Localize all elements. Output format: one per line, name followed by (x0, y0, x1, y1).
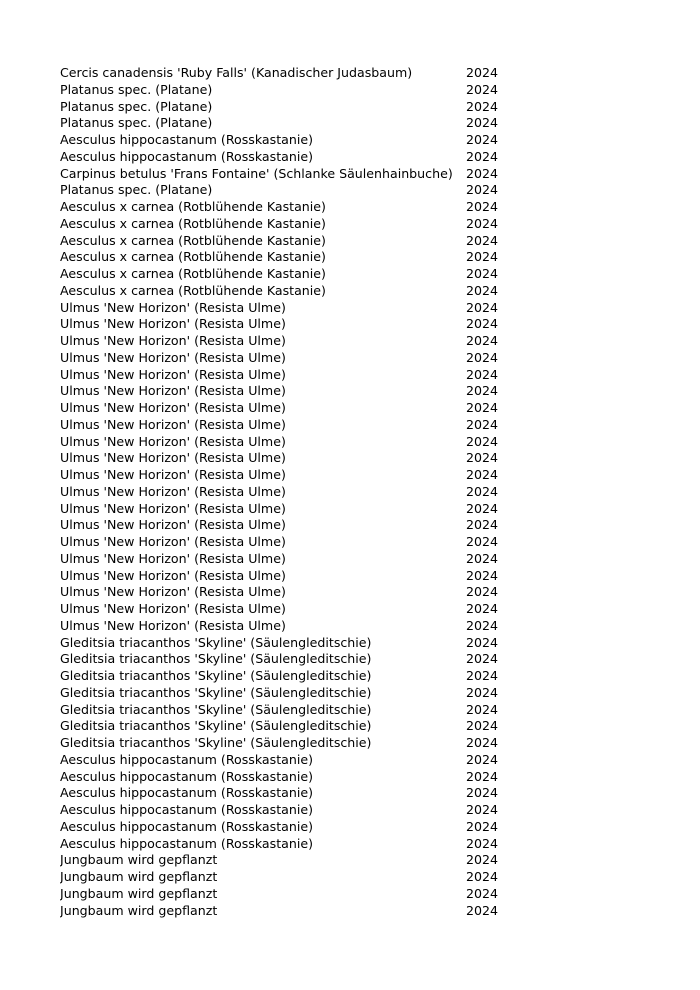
tree-name-cell: Ulmus 'New Horizon' (Resista Ulme) (60, 467, 286, 482)
table-row (60, 735, 520, 752)
planting-year-cell: 2024 (466, 517, 499, 533)
planting-year-cell: 2024 (466, 115, 499, 131)
planting-year-cell: 2024 (466, 383, 499, 399)
planting-year-cell: 2024 (466, 199, 499, 214)
table-row (60, 819, 520, 836)
table-row (60, 769, 520, 786)
planting-year-cell: 2024 (466, 718, 499, 734)
tree-name-cell: Aesculus x carnea (Rotblühende Kastanie) (60, 266, 326, 281)
planting-year-cell: 2024 (466, 818, 499, 834)
table-row (60, 852, 520, 869)
tree-name-cell: Ulmus 'New Horizon' (Resista Ulme) (60, 366, 286, 382)
table-row (60, 869, 520, 886)
tree-name-cell: Ulmus 'New Horizon' (Resista Ulme) (60, 299, 286, 315)
planting-year-cell: 2024 (466, 132, 499, 147)
tree-name-cell: Ulmus 'New Horizon' (Resista Ulme) (60, 349, 286, 365)
planting-year-cell: 2024 (466, 266, 499, 281)
table-row (60, 702, 520, 719)
table-row (60, 199, 520, 216)
planting-year-cell: 2024 (466, 433, 499, 449)
planting-year-cell: 2024 (466, 617, 499, 633)
tree-planting-table (60, 65, 520, 919)
tree-name-cell: Platanus spec. (Platane) (60, 182, 213, 198)
planting-year-cell: 2024 (466, 249, 499, 265)
table-row (60, 132, 520, 149)
planting-year-cell: 2024 (466, 165, 499, 181)
table-row (60, 283, 520, 300)
tree-name-cell: Ulmus 'New Horizon' (Resista Ulme) (60, 517, 286, 533)
planting-year-cell: 2024 (466, 349, 499, 365)
planting-year-cell: 2024 (466, 885, 499, 901)
table-row (60, 752, 520, 769)
table-row (60, 484, 520, 501)
tree-name-cell: Ulmus 'New Horizon' (Resista Ulme) (60, 416, 286, 432)
planting-year-cell: 2024 (466, 333, 499, 348)
table-row (60, 350, 520, 367)
planting-year-cell: 2024 (466, 852, 499, 868)
table-body (60, 65, 520, 919)
table-row (60, 618, 520, 635)
tree-name-cell: Gleditsia triacanthos 'Skyline' (Säulengleditschie) (60, 684, 372, 700)
table-row (60, 601, 520, 618)
planting-year-cell: 2024 (466, 802, 499, 817)
tree-name-cell: Platanus spec. (Platane) (60, 98, 213, 114)
table-row (60, 517, 520, 534)
table-row (60, 383, 520, 400)
tree-name-cell: Jungbaum wird gepflanzt (60, 852, 218, 868)
planting-year-cell: 2024 (466, 534, 499, 549)
planting-year-cell: 2024 (466, 215, 499, 231)
table-row (60, 718, 520, 735)
table-row (60, 836, 520, 853)
tree-name-cell: Gleditsia triacanthos 'Skyline' (Säulengleditschie) (60, 634, 372, 650)
tree-name-cell: Ulmus 'New Horizon' (Resista Ulme) (60, 534, 286, 549)
table-row (60, 903, 520, 920)
table-row (60, 115, 520, 132)
tree-name-cell: Aesculus hippocastanum (Rosskastanie) (60, 768, 313, 784)
tree-name-cell: Jungbaum wird gepflanzt (60, 869, 218, 884)
planting-year-cell: 2024 (466, 701, 499, 717)
tree-name-cell: Ulmus 'New Horizon' (Resista Ulme) (60, 433, 286, 449)
planting-year-cell: 2024 (466, 902, 499, 918)
planting-year-cell: 2024 (466, 65, 499, 80)
tree-name-cell: Aesculus hippocastanum (Rosskastanie) (60, 132, 313, 147)
tree-name-cell: Gleditsia triacanthos 'Skyline' (Säulengleditschie) (60, 651, 372, 667)
table-row (60, 685, 520, 702)
tree-name-cell: Ulmus 'New Horizon' (Resista Ulme) (60, 450, 286, 466)
table-row (60, 568, 520, 585)
planting-year-cell: 2024 (466, 282, 499, 298)
table-row (60, 584, 520, 601)
table-row (60, 182, 520, 199)
planting-year-cell: 2024 (466, 601, 499, 616)
planting-year-cell: 2024 (466, 182, 499, 198)
planting-year-cell: 2024 (466, 366, 499, 382)
table-row (60, 668, 520, 685)
table-row (60, 65, 520, 82)
tree-name-cell: Aesculus hippocastanum (Rosskastanie) (60, 818, 313, 834)
planting-year-cell: 2024 (466, 550, 499, 566)
tree-name-cell: Gleditsia triacanthos 'Skyline' (Säulengleditschie) (60, 718, 372, 734)
tree-name-cell: Aesculus hippocastanum (Rosskastanie) (60, 751, 313, 767)
planting-year-cell: 2024 (466, 869, 499, 884)
tree-name-cell: Aesculus hippocastanum (Rosskastanie) (60, 802, 313, 817)
planting-year-cell: 2024 (466, 684, 499, 700)
planting-year-cell: 2024 (466, 299, 499, 315)
tree-name-cell: Ulmus 'New Horizon' (Resista Ulme) (60, 567, 286, 583)
planting-year-cell: 2024 (466, 751, 499, 767)
tree-name-cell: Aesculus x carnea (Rotblühende Kastanie) (60, 249, 326, 265)
table-row (60, 149, 520, 166)
planting-year-cell: 2024 (466, 500, 499, 516)
planting-year-cell: 2024 (466, 98, 499, 114)
tree-name-cell: Aesculus x carnea (Rotblühende Kastanie) (60, 199, 326, 214)
tree-name-cell: Gleditsia triacanthos 'Skyline' (Säulengleditschie) (60, 668, 372, 683)
planting-year-cell: 2024 (466, 651, 499, 667)
tree-name-cell: Ulmus 'New Horizon' (Resista Ulme) (60, 601, 286, 616)
table-row (60, 316, 520, 333)
tree-name-cell: Platanus spec. (Platane) (60, 81, 213, 97)
table-row (60, 216, 520, 233)
tree-name-cell: Aesculus x carnea (Rotblühende Kastanie) (60, 232, 326, 248)
planting-year-cell: 2024 (466, 81, 499, 97)
table-row (60, 886, 520, 903)
planting-year-cell: 2024 (466, 634, 499, 650)
table-row (60, 249, 520, 266)
table-row (60, 400, 520, 417)
planting-year-cell: 2024 (466, 450, 499, 466)
tree-name-cell: Aesculus x carnea (Rotblühende Kastanie) (60, 282, 326, 298)
planting-year-cell: 2024 (466, 232, 499, 248)
table-row (60, 99, 520, 116)
planting-year-cell: 2024 (466, 735, 499, 750)
planting-year-cell: 2024 (466, 668, 499, 683)
planting-year-cell: 2024 (466, 785, 499, 801)
planting-year-cell: 2024 (466, 483, 499, 499)
table-row (60, 802, 520, 819)
table-row (60, 266, 520, 283)
tree-name-cell: Ulmus 'New Horizon' (Resista Ulme) (60, 383, 286, 399)
table-row (60, 450, 520, 467)
table-row (60, 651, 520, 668)
tree-name-cell: Ulmus 'New Horizon' (Resista Ulme) (60, 316, 286, 332)
tree-name-cell: Jungbaum wird gepflanzt (60, 885, 218, 901)
tree-name-cell: Ulmus 'New Horizon' (Resista Ulme) (60, 400, 286, 415)
table-row (60, 82, 520, 99)
tree-name-cell: Aesculus hippocastanum (Rosskastanie) (60, 148, 313, 164)
planting-year-cell: 2024 (466, 584, 499, 600)
planting-year-cell: 2024 (466, 148, 499, 164)
tree-name-cell: Ulmus 'New Horizon' (Resista Ulme) (60, 584, 286, 600)
planting-year-cell: 2024 (466, 316, 499, 332)
tree-name-cell: Aesculus x carnea (Rotblühende Kastanie) (60, 215, 326, 231)
table-row (60, 367, 520, 384)
planting-year-cell: 2024 (466, 467, 499, 482)
planting-year-cell: 2024 (466, 416, 499, 432)
tree-name-cell: Platanus spec. (Platane) (60, 115, 213, 131)
tree-name-cell: Ulmus 'New Horizon' (Resista Ulme) (60, 483, 286, 499)
tree-name-cell: Ulmus 'New Horizon' (Resista Ulme) (60, 333, 286, 348)
table-row (60, 166, 520, 183)
planting-year-cell: 2024 (466, 400, 499, 415)
table-row (60, 635, 520, 652)
tree-name-cell: Aesculus hippocastanum (Rosskastanie) (60, 835, 313, 851)
tree-name-cell: Jungbaum wird gepflanzt (60, 902, 218, 918)
table-row (60, 467, 520, 484)
table-row (60, 333, 520, 350)
tree-name-cell: Gleditsia triacanthos 'Skyline' (Säulengleditschie) (60, 701, 372, 717)
table-row (60, 300, 520, 317)
table-row (60, 534, 520, 551)
tree-name-cell: Carpinus betulus 'Frans Fontaine' (Schlanke Säulenhainbuche) (60, 165, 453, 181)
table-row (60, 434, 520, 451)
table-row (60, 501, 520, 518)
table-row (60, 551, 520, 568)
table-row (60, 785, 520, 802)
planting-year-cell: 2024 (466, 835, 499, 851)
tree-name-cell: Cercis canadensis 'Ruby Falls' (Kanadischer Judasbaum) (60, 65, 413, 80)
tree-name-cell: Aesculus hippocastanum (Rosskastanie) (60, 785, 313, 801)
tree-name-cell: Ulmus 'New Horizon' (Resista Ulme) (60, 617, 286, 633)
tree-name-cell: Ulmus 'New Horizon' (Resista Ulme) (60, 550, 286, 566)
tree-name-cell: Gleditsia triacanthos 'Skyline' (Säulengleditschie) (60, 735, 372, 750)
table-row (60, 417, 520, 434)
table-row (60, 233, 520, 250)
planting-year-cell: 2024 (466, 567, 499, 583)
planting-year-cell: 2024 (466, 768, 499, 784)
tree-name-cell: Ulmus 'New Horizon' (Resista Ulme) (60, 500, 286, 516)
